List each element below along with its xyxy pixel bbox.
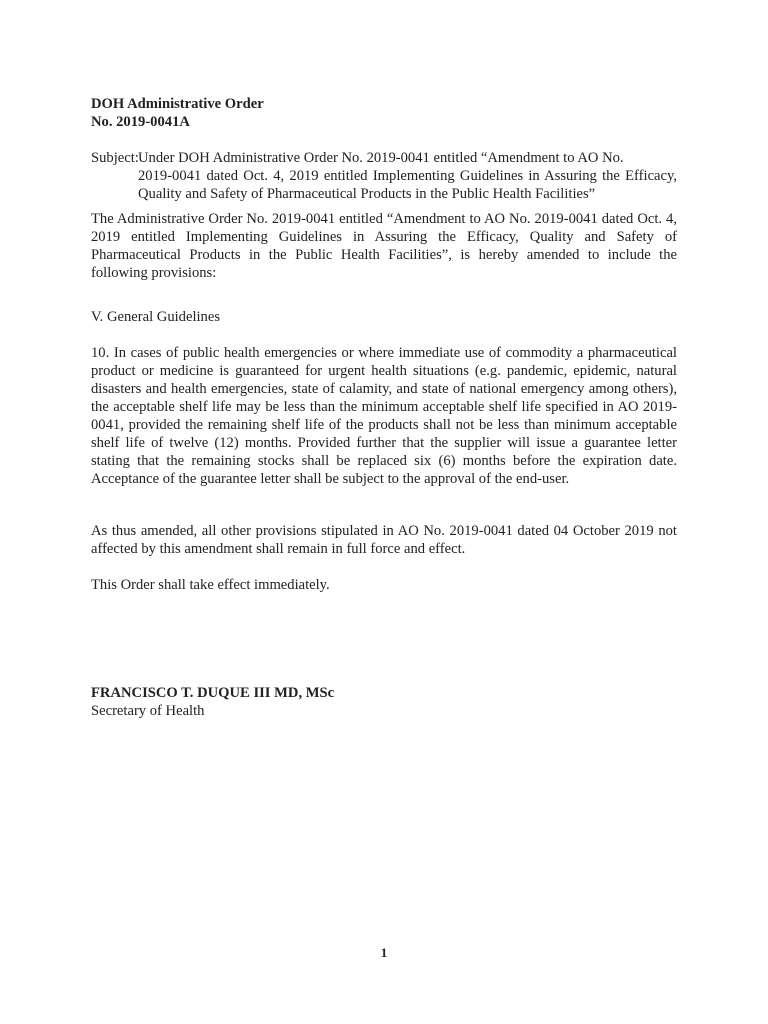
subject-continuation: 2019-0041 dated Oct. 4, 2019 entitled Implementing Guidelines in Assuring the Efficacy, Quality and Safety of Pharmaceutical Products in the Public Health Facilities” [138, 168, 677, 202]
subject-label: Subject: [91, 150, 139, 166]
order-title: DOH Administrative Order [91, 96, 264, 112]
amendment-paragraph: As thus amended, all other provisions stipulated in AO No. 2019-0041 dated 04 October 2019 not affected by this amendment shall remain in full force and effect. [91, 523, 677, 557]
signature-block [91, 684, 677, 720]
effectivity-paragraph: This Order shall take effect immediately. [91, 577, 330, 593]
signatory-name: FRANCISCO T. DUQUE III MD, MSc [91, 685, 335, 701]
order-header [91, 95, 677, 131]
signatory-title: Secretary of Health [91, 703, 205, 719]
order-number: No. 2019-0041A [91, 114, 190, 130]
page-number: 1 [380, 945, 388, 960]
intro-paragraph: The Administrative Order No. 2019-0041 entitled “Amendment to AO No. 2019-0041 dated Oct. 4, 2019 entitled Implementing Guidelines in Assuring the Efficacy, Quality and Safety of Pharmaceutical Products in the Public Health Facilities”, is hereby amended to include the following provisions: [91, 211, 677, 281]
subject-line-1: Under DOH Administrative Order No. 2019-0041 entitled “Amendment to AO No. [138, 150, 624, 166]
section-heading: V. General Guidelines [91, 309, 221, 325]
provision-10-paragraph: 10. In cases of public health emergencies or where immediate use of commodity a pharmaceutical product or medicine is guaranteed for urgent health situations (e.g. pandemic, epidemic, natural disasters and health emergencies, state of calamity, and state of national emergency among others), the acceptable shelf life may be less than the minimum acceptable shelf life specified in AO 2019-0041, provided the remaining shelf life of the products shall not be less than minimum acceptable shelf life of twelve (12) months. Provided further that the supplier will issue a guarantee letter stating that the remaining stocks shall be replaced six (6) months before the expiration date. Acceptance of the guarantee letter shall be subject to the approval of the end-user. [91, 345, 677, 487]
subject-block [91, 149, 677, 203]
